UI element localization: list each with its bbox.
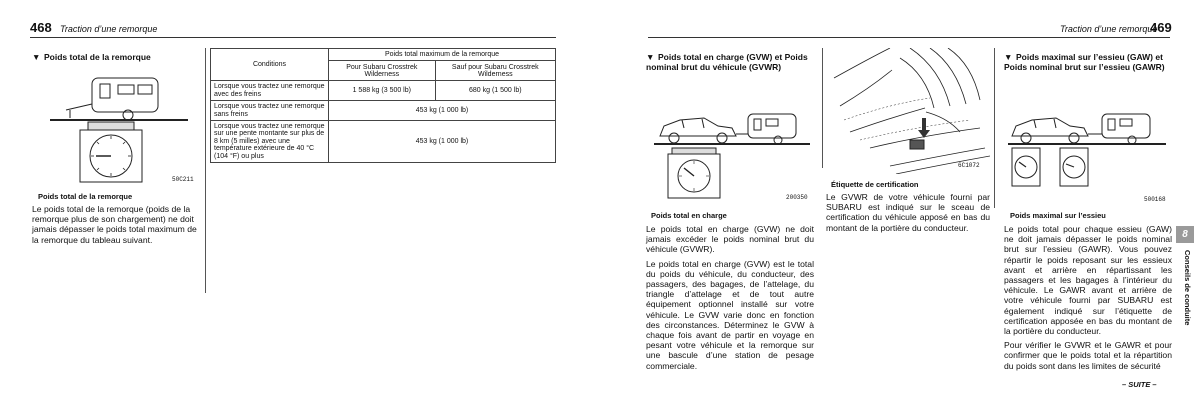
table-cell-condition: Lorsque vous tractez une remorque avec des freins [211, 81, 329, 101]
chapter-tab-label: Conseils de conduite [1183, 250, 1192, 326]
body-text-gaw [1004, 224, 1172, 375]
figure-code-cert: 6C1072 [958, 162, 980, 169]
gvw-figure [652, 108, 812, 203]
body-text-cert: Le GVWR de votre véhicule fourni par SUBARU est indiqué sur le sceau de certification du véhicule apposé en bas du montant de la portière du conducteur. [826, 192, 990, 233]
trailer-door [100, 84, 110, 98]
section-title-text: Poids maximal sur l’essieu (GAW) et Poids nominal brut sur l’essieu (GAWR) [1004, 52, 1165, 72]
header-col1: Pour Subaru Crosstrek Wilderness [329, 61, 436, 81]
certification-label [910, 140, 924, 149]
table-row [211, 121, 556, 163]
section-title-gaw [1004, 52, 1172, 72]
figure-code-gvw: 200350 [786, 194, 808, 201]
figure-caption-gaw: Poids maximal sur l’essieu [1010, 211, 1106, 220]
section-title-gvw [646, 52, 814, 72]
page-number-right: 469 [1150, 20, 1172, 35]
triangle-bullet-icon: ▼ [1004, 52, 1013, 62]
trailer-window-1 [118, 85, 134, 94]
trailer-window-2 [138, 85, 152, 94]
gaw-figure [1008, 108, 1168, 194]
figure-caption-gvw: Poids total en charge [651, 211, 727, 220]
header-rule-left [30, 37, 556, 38]
column-divider-2 [994, 48, 995, 208]
paragraph: Pour vérifier le GVWR et le GAWR et pour confirmer que le poids total et la répartition du poids sont dans les limites de sécurité [1004, 340, 1172, 371]
triangle-bullet-icon: ▼ [646, 52, 655, 62]
table-cell-value: 1 588 kg (3 500 lb) [329, 81, 436, 101]
page-number-left: 468 [30, 20, 52, 35]
trailer-scale-figure [48, 70, 198, 188]
trailer-weight-table [210, 48, 556, 163]
figure-caption-cert: Étiquette de certification [831, 180, 919, 189]
table-cell-condition: Lorsque vous tractez une remorque sans freins [211, 101, 329, 121]
table-cell-value: 453 kg (1 000 lb) [329, 101, 556, 121]
continued-label: – SUITE – [1122, 380, 1157, 389]
running-head-right: Traction d’une remorque [1060, 24, 1158, 34]
paragraph: Le poids total pour chaque essieu (GAW) ne doit jamais dépasser le poids nominal brut sur l’essieu (GAWR). Vous pouvez répartir le poids reposant sur les essieux avant et arrière en répartissant les passagers et les bagages à l’intérieur du véhicule. Le GAWR avant et arrière de votre véhicule fourni par SUBARU est également indiqué sur l’étiquette de certification apposée en bas du montant de la portière du conducteur. [1004, 224, 1172, 337]
figure-code-gaw: 500168 [1144, 196, 1166, 203]
trailer-drawbar [66, 104, 92, 110]
section-title-text: Poids total de la remorque [44, 52, 151, 62]
header-conditions: Conditions [211, 49, 329, 81]
section-title [32, 52, 202, 62]
header-rule-right [648, 37, 1170, 38]
column-divider-1 [822, 48, 823, 168]
running-head-left: Traction d’une remorque [60, 24, 158, 34]
paragraph: Le poids total en charge (GVW) est le total du poids du véhicule, du conducteur, des passagers, des bagages, de l’attelage, du triangle d’attelage et de tout autre équipement optionnel installé sur votre véhicule. Le GVW varie donc en fonction des circonstances. Déterminez le GVW à chaque fois avant de partir en voyage en pesant votre véhicule et la remorque sur une bascule d’une station de pesage commerciale. [646, 258, 814, 371]
figure-caption-left: Poids total de la remorque [38, 192, 133, 201]
table-row [211, 101, 556, 121]
header-col2: Sauf pour Subaru Crosstrek Wilderness [435, 61, 555, 81]
trailer-body [92, 78, 158, 112]
table-row [211, 81, 556, 101]
body-text-gvw [646, 224, 814, 375]
table-cell-value: 680 kg (1 500 lb) [435, 81, 555, 101]
section-title-text: Poids total en charge (GVW) et Poids nominal brut du véhicule (GVWR) [646, 52, 808, 72]
header-main: Poids total maximum de la remorque [329, 49, 556, 61]
column-divider-left [205, 48, 206, 293]
table-cell-condition: Lorsque vous tractez une remorque sur une pente montante sur plus de 8 km (5 milles) avec une température extérieure de 40 °C (104 °F) ou plus [211, 121, 329, 163]
triangle-bullet-icon: ▼ [32, 52, 41, 62]
arrow-down-icon [918, 118, 930, 138]
paragraph: Le poids total en charge (GVW) ne doit jamais excéder le poids nominal brut du véhicule (GVWR). [646, 224, 814, 255]
figure-code-left: 50C211 [172, 176, 194, 183]
chapter-tab: 8 [1176, 226, 1194, 243]
table-cell-value: 453 kg (1 000 lb) [329, 121, 556, 163]
certification-label-figure [830, 48, 990, 174]
body-text-left: Le poids total de la remorque (poids de la remorque plus de son chargement) ne doit jamais dépasser le poids total maximum de la remorque du tableau suivant. [32, 204, 197, 245]
